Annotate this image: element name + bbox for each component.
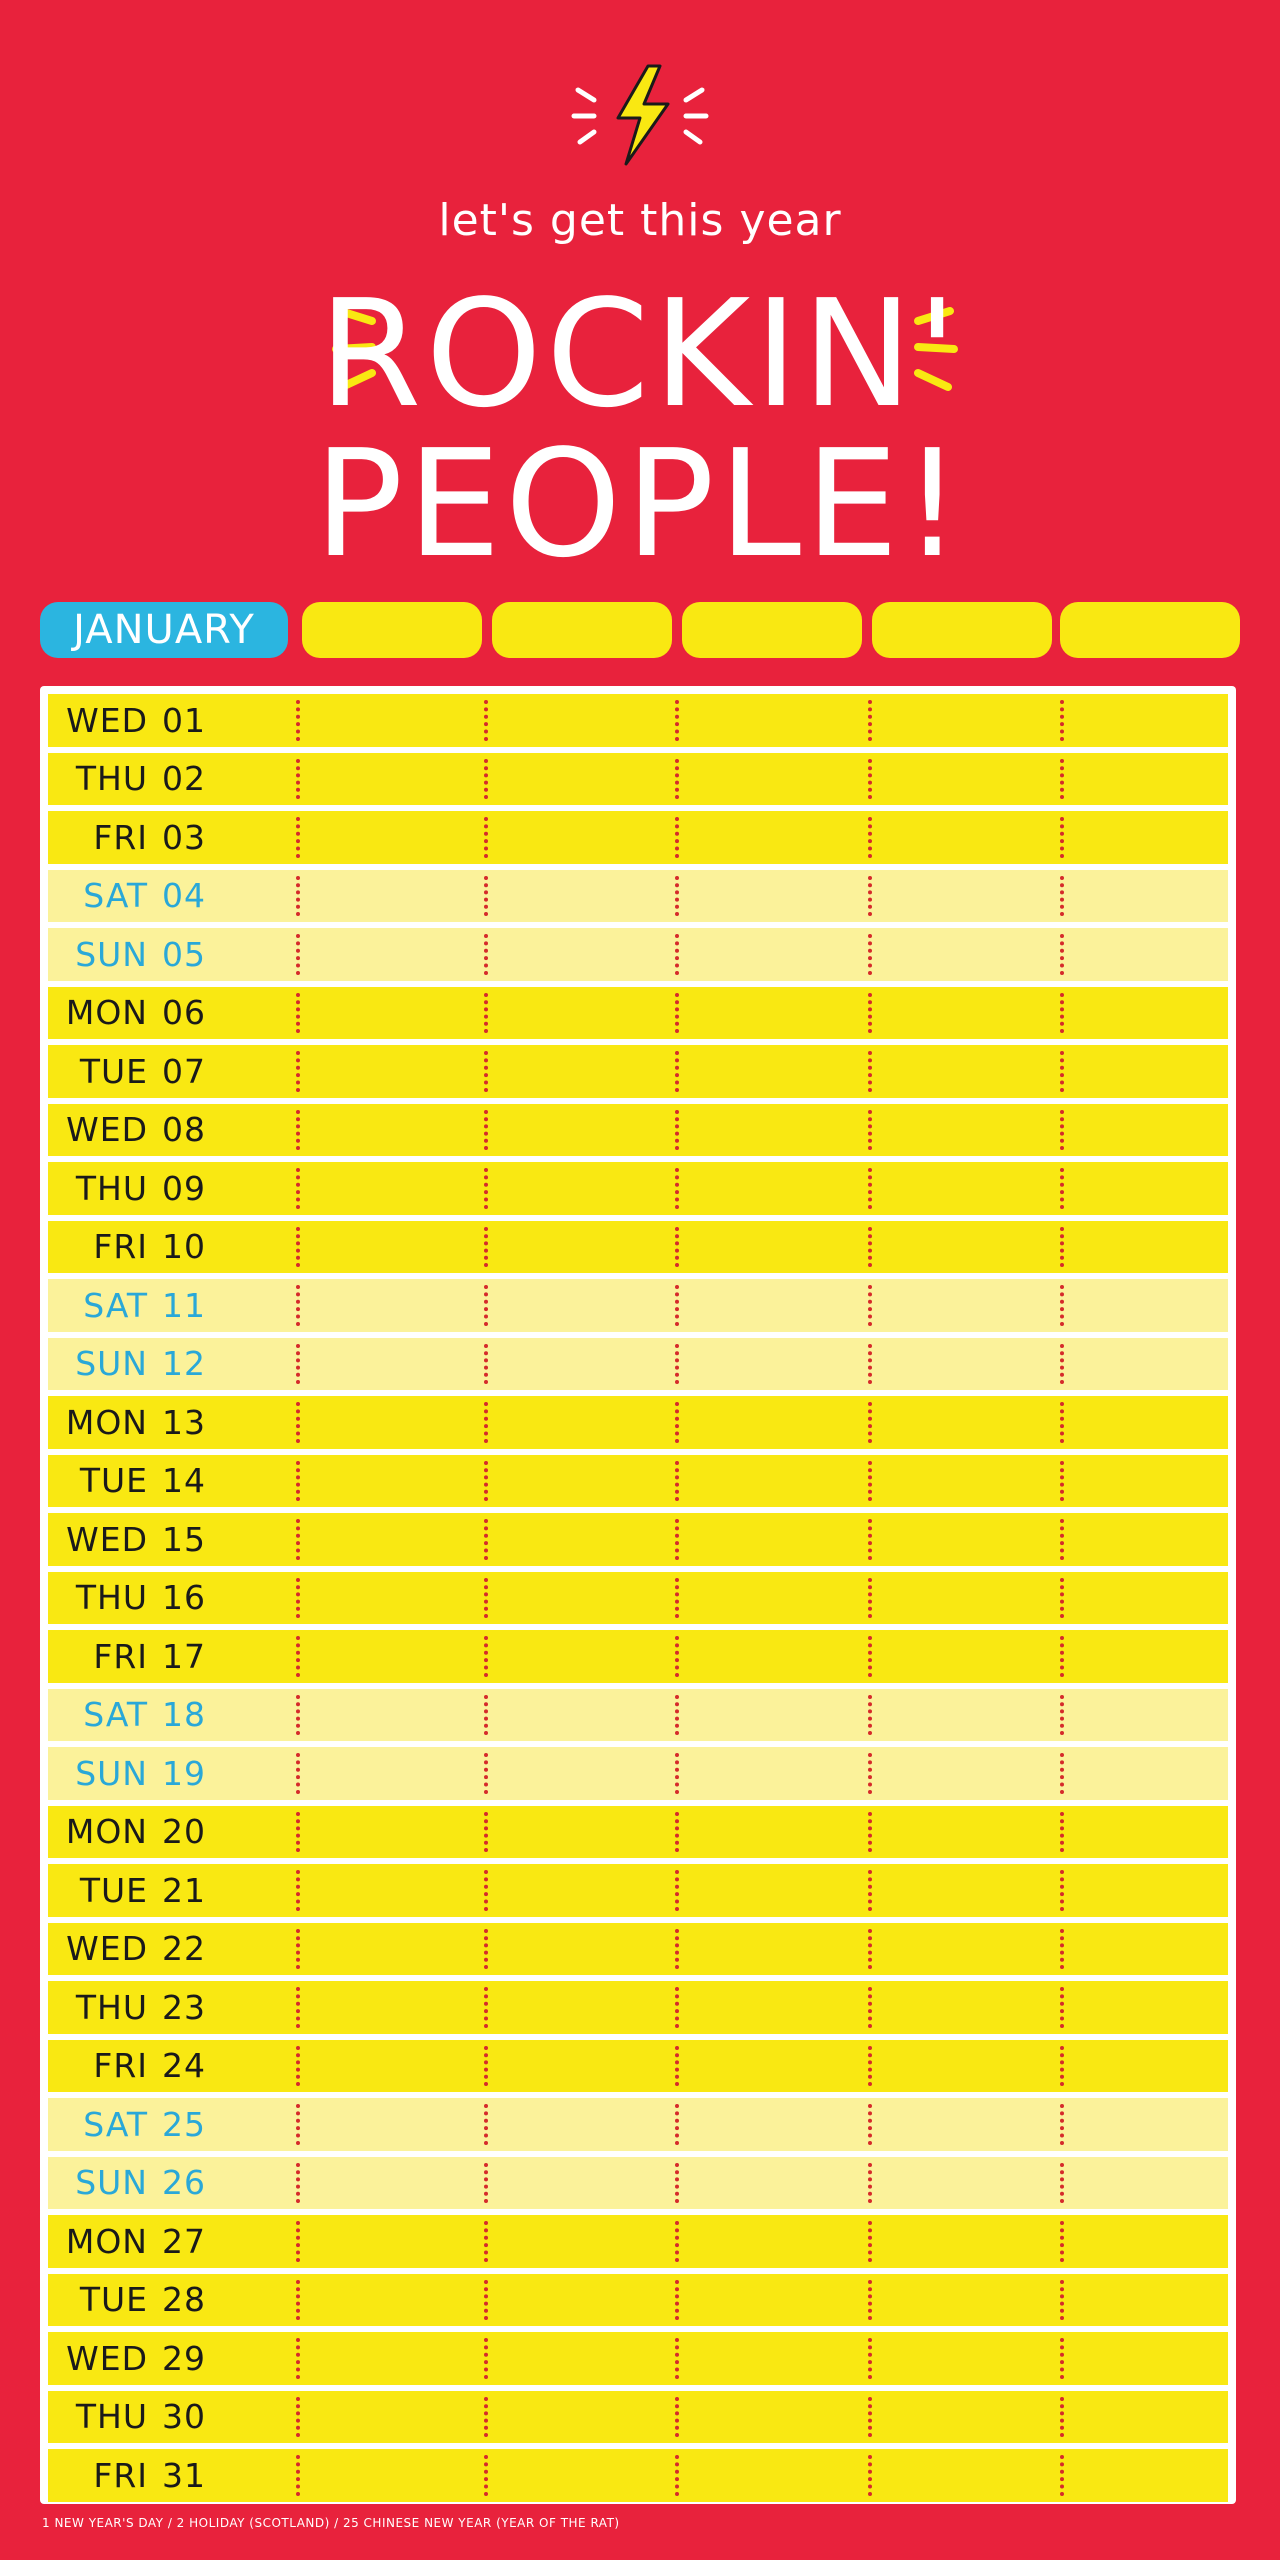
day-row[interactable] [48, 1396, 1228, 1449]
column-divider [1060, 1987, 1064, 2028]
column-divider [675, 1168, 679, 1209]
column-divider [868, 1987, 872, 2028]
date-number: 06 [162, 993, 206, 1033]
date-number: 22 [162, 1929, 206, 1969]
column-divider [868, 1929, 872, 1970]
date-number: 21 [162, 1870, 206, 1910]
day-label [48, 1806, 218, 1859]
day-row[interactable] [48, 1221, 1228, 1274]
column-divider [675, 2163, 679, 2204]
column-divider [868, 1753, 872, 1794]
day-label [48, 811, 218, 864]
column-divider [675, 1578, 679, 1619]
column-divider [1060, 2221, 1064, 2262]
date-number: 29 [162, 2338, 206, 2378]
column-divider [484, 1753, 488, 1794]
column-divider [296, 2163, 300, 2204]
column-divider [1060, 1519, 1064, 1560]
weekday: FRI [93, 2455, 148, 2495]
column-divider [1060, 934, 1064, 975]
column-divider [1060, 1344, 1064, 1385]
day-row[interactable] [48, 1162, 1228, 1215]
column-divider [1060, 1578, 1064, 1619]
day-label [48, 928, 218, 981]
column-divider [484, 1695, 488, 1736]
column-divider [484, 2163, 488, 2204]
tab-month[interactable]: JANUARY [40, 602, 288, 658]
column-divider [1060, 1870, 1064, 1911]
column-divider [484, 700, 488, 741]
weekday: WED [66, 1929, 148, 1969]
weekday: SAT [83, 2104, 148, 2144]
column-divider [296, 2455, 300, 2496]
date-number: 03 [162, 817, 206, 857]
date-number: 23 [162, 1987, 206, 2027]
day-label [48, 1981, 218, 2034]
column-divider [296, 1461, 300, 1502]
day-label [48, 1455, 218, 1508]
column-divider [296, 2046, 300, 2087]
column-divider [675, 1344, 679, 1385]
column-divider [484, 1168, 488, 1209]
column-divider [484, 1461, 488, 1502]
column-divider [868, 1870, 872, 1911]
title-line-2: PEOPLE! [314, 418, 966, 590]
column-divider [868, 1227, 872, 1268]
column-divider [675, 1402, 679, 1443]
column-divider [868, 2280, 872, 2321]
day-row[interactable] [48, 1689, 1228, 1742]
column-divider [296, 1402, 300, 1443]
day-label [48, 1162, 218, 1215]
date-number: 07 [162, 1051, 206, 1091]
weekday: THU [75, 1987, 148, 2027]
column-divider [675, 1110, 679, 1151]
column-divider [1060, 2104, 1064, 2145]
column-divider [1060, 759, 1064, 800]
date-number: 26 [162, 2163, 206, 2203]
day-label [48, 2449, 218, 2502]
column-divider [868, 2338, 872, 2379]
column-divider [868, 1344, 872, 1385]
column-divider [484, 2280, 488, 2321]
day-row[interactable] [48, 811, 1228, 864]
column-divider [484, 1519, 488, 1560]
day-label [48, 1689, 218, 1742]
column-divider [484, 1285, 488, 1326]
date-number: 24 [162, 2046, 206, 2086]
column-divider [868, 2397, 872, 2438]
column-divider [484, 934, 488, 975]
column-divider [296, 1578, 300, 1619]
day-label [48, 870, 218, 923]
column-divider [868, 2046, 872, 2087]
column-divider [296, 1519, 300, 1560]
date-number: 14 [162, 1461, 206, 1501]
column-divider [1060, 1929, 1064, 1970]
column-divider [484, 817, 488, 858]
column-divider [675, 2280, 679, 2321]
day-row[interactable] [48, 2098, 1228, 2151]
weekday: MON [65, 1812, 148, 1852]
column-divider [868, 1461, 872, 1502]
day-label [48, 2040, 218, 2093]
column-divider [296, 2397, 300, 2438]
column-divider [1060, 1227, 1064, 1268]
day-row[interactable] [48, 870, 1228, 923]
column-divider [675, 1636, 679, 1677]
column-divider [1060, 1461, 1064, 1502]
day-row[interactable] [48, 1455, 1228, 1508]
column-divider [868, 2163, 872, 2204]
column-divider [868, 993, 872, 1034]
footnote: 1 NEW YEAR'S DAY / 2 HOLIDAY (SCOTLAND) / 25 CHINESE NEW YEAR (YEAR OF THE RAT) [42, 2516, 620, 2530]
day-label [48, 2215, 218, 2268]
column-divider [868, 2104, 872, 2145]
weekday: TUE [79, 1461, 148, 1501]
day-row[interactable] [48, 1104, 1228, 1157]
column-divider [296, 2104, 300, 2145]
weekday: SAT [83, 1285, 148, 1325]
day-row[interactable] [48, 1747, 1228, 1800]
column-divider [675, 2338, 679, 2379]
column-divider [675, 1051, 679, 1092]
column-divider [675, 876, 679, 917]
column-divider [296, 700, 300, 741]
column-divider [1060, 2455, 1064, 2496]
column-divider [675, 1987, 679, 2028]
day-row[interactable] [48, 2449, 1228, 2502]
column-divider [1060, 1168, 1064, 1209]
date-number: 10 [162, 1227, 206, 1267]
title-line-1: ROCKIN' [318, 268, 962, 440]
column-divider [675, 1519, 679, 1560]
column-divider [296, 1753, 300, 1794]
date-number: 19 [162, 1753, 206, 1793]
column-divider [1060, 876, 1064, 917]
column-divider [1060, 1753, 1064, 1794]
date-number: 12 [162, 1344, 206, 1384]
column-divider [1060, 817, 1064, 858]
weekday: SUN [75, 1344, 148, 1384]
day-row[interactable] [48, 987, 1228, 1040]
date-number: 25 [162, 2104, 206, 2144]
date-number: 18 [162, 1695, 206, 1735]
day-label [48, 694, 218, 747]
day-label [48, 1572, 218, 1625]
column-divider [1060, 1402, 1064, 1443]
column-divider [296, 1285, 300, 1326]
column-divider [484, 2397, 488, 2438]
column-divider [868, 1519, 872, 1560]
day-row[interactable] [48, 2274, 1228, 2327]
weekday: WED [66, 2338, 148, 2378]
column-divider [1060, 2046, 1064, 2087]
column-divider [675, 1461, 679, 1502]
date-number: 13 [162, 1402, 206, 1442]
weekday: TUE [79, 1051, 148, 1091]
column-divider [484, 1578, 488, 1619]
column-divider [868, 1285, 872, 1326]
column-divider [484, 993, 488, 1034]
column-divider [1060, 1636, 1064, 1677]
column-divider [675, 993, 679, 1034]
column-divider [484, 1402, 488, 1443]
tagline: let's get this year [438, 195, 842, 246]
column-divider [484, 2104, 488, 2145]
column-divider [296, 993, 300, 1034]
day-label [48, 1630, 218, 1683]
column-divider [484, 1870, 488, 1911]
column-divider [868, 1578, 872, 1619]
date-number: 08 [162, 1110, 206, 1150]
column-divider [675, 2221, 679, 2262]
column-divider [296, 1812, 300, 1853]
date-number: 09 [162, 1168, 206, 1208]
day-row[interactable] [48, 1806, 1228, 1859]
column-divider [296, 759, 300, 800]
day-label [48, 1396, 218, 1449]
column-divider [296, 1051, 300, 1092]
date-number: 30 [162, 2397, 206, 2437]
column-divider [1060, 700, 1064, 741]
column-divider [296, 817, 300, 858]
column-divider [296, 1168, 300, 1209]
day-row[interactable] [48, 928, 1228, 981]
date-number: 27 [162, 2221, 206, 2261]
column-divider [675, 2046, 679, 2087]
date-number: 02 [162, 759, 206, 799]
tab-person-1[interactable] [302, 602, 482, 658]
weekday: THU [75, 2397, 148, 2437]
column-divider [296, 1870, 300, 1911]
column-divider [296, 2338, 300, 2379]
column-divider [675, 1753, 679, 1794]
column-divider [484, 2046, 488, 2087]
weekday: MON [65, 1402, 148, 1442]
day-row[interactable] [48, 2215, 1228, 2268]
column-divider [484, 2455, 488, 2496]
day-row[interactable] [48, 1630, 1228, 1683]
column-divider [484, 2338, 488, 2379]
column-divider [484, 876, 488, 917]
column-divider [868, 934, 872, 975]
column-divider [868, 817, 872, 858]
column-divider [1060, 1285, 1064, 1326]
column-divider [1060, 1051, 1064, 1092]
column-divider [1060, 1812, 1064, 1853]
column-divider [675, 2397, 679, 2438]
day-label [48, 1864, 218, 1917]
column-divider [1060, 2163, 1064, 2204]
day-label [48, 987, 218, 1040]
column-divider [296, 1695, 300, 1736]
day-row[interactable] [48, 1513, 1228, 1566]
day-row[interactable] [48, 2332, 1228, 2385]
date-number: 31 [162, 2455, 206, 2495]
column-divider [484, 1051, 488, 1092]
date-number: 01 [162, 700, 206, 740]
column-divider [868, 1695, 872, 1736]
day-row[interactable] [48, 1338, 1228, 1391]
column-divider [296, 1227, 300, 1268]
date-number: 15 [162, 1519, 206, 1559]
column-divider [296, 1344, 300, 1385]
weekday: FRI [93, 817, 148, 857]
day-row[interactable] [48, 753, 1228, 806]
day-label [48, 2332, 218, 2385]
column-divider [868, 759, 872, 800]
column-divider [1060, 2280, 1064, 2321]
column-divider [484, 1344, 488, 1385]
day-label [48, 2098, 218, 2151]
column-divider [484, 2221, 488, 2262]
column-divider [675, 759, 679, 800]
weekday: MON [65, 2221, 148, 2261]
column-divider [296, 2280, 300, 2321]
day-row[interactable] [48, 1045, 1228, 1098]
day-label [48, 2157, 218, 2210]
weekday: SAT [83, 876, 148, 916]
column-divider [675, 934, 679, 975]
day-label [48, 1104, 218, 1157]
column-divider [675, 700, 679, 741]
column-divider [868, 1110, 872, 1151]
tab-person-2[interactable] [492, 602, 672, 658]
day-label [48, 1279, 218, 1332]
weekday: MON [65, 993, 148, 1033]
date-number: 16 [162, 1578, 206, 1618]
column-divider [675, 1870, 679, 1911]
column-divider [868, 2455, 872, 2496]
date-number: 05 [162, 934, 206, 974]
column-divider [868, 876, 872, 917]
column-divider [675, 1695, 679, 1736]
column-divider [484, 1812, 488, 1853]
lightning-bolt-icon [560, 60, 720, 170]
weekday: FRI [93, 1227, 148, 1267]
date-number: 28 [162, 2280, 206, 2320]
calendar-grid [40, 686, 1236, 2504]
tab-person-4[interactable] [872, 602, 1052, 658]
column-divider [675, 1227, 679, 1268]
column-divider [868, 2221, 872, 2262]
column-divider [296, 1987, 300, 2028]
column-divider [484, 1636, 488, 1677]
weekday: WED [66, 700, 148, 740]
column-divider [296, 2221, 300, 2262]
weekday: THU [75, 759, 148, 799]
column-divider [296, 934, 300, 975]
column-divider [484, 1987, 488, 2028]
date-number: 20 [162, 1812, 206, 1852]
weekday: FRI [93, 1636, 148, 1676]
column-divider [675, 1929, 679, 1970]
column-divider [1060, 2338, 1064, 2379]
column-divider [296, 1110, 300, 1151]
column-divider [296, 1929, 300, 1970]
day-label [48, 1045, 218, 1098]
column-divider [675, 817, 679, 858]
weekday: SAT [83, 1695, 148, 1735]
column-divider [675, 1812, 679, 1853]
weekday: THU [75, 1578, 148, 1618]
day-row[interactable] [48, 1981, 1228, 2034]
column-divider [484, 1110, 488, 1151]
weekday: WED [66, 1519, 148, 1559]
weekday: SUN [75, 934, 148, 974]
day-row[interactable] [48, 2391, 1228, 2444]
day-label [48, 1513, 218, 1566]
day-label [48, 753, 218, 806]
column-divider [296, 876, 300, 917]
weekday: SUN [75, 1753, 148, 1793]
column-divider [868, 1168, 872, 1209]
date-number: 17 [162, 1636, 206, 1676]
weekday: WED [66, 1110, 148, 1150]
weekday: SUN [75, 2163, 148, 2203]
day-row[interactable] [48, 1864, 1228, 1917]
day-row[interactable] [48, 1923, 1228, 1976]
column-divider [868, 1402, 872, 1443]
day-label [48, 2274, 218, 2327]
weekday: TUE [79, 1870, 148, 1910]
column-divider [484, 1227, 488, 1268]
date-number: 11 [162, 1285, 206, 1325]
weekday: FRI [93, 2046, 148, 2086]
column-divider [675, 2455, 679, 2496]
column-divider [1060, 1695, 1064, 1736]
column-divider [296, 1636, 300, 1677]
date-number: 04 [162, 876, 206, 916]
weekday: THU [75, 1168, 148, 1208]
weekday: TUE [79, 2280, 148, 2320]
day-row[interactable] [48, 1572, 1228, 1625]
column-divider [484, 1929, 488, 1970]
column-divider [868, 700, 872, 741]
column-divider [868, 1051, 872, 1092]
tab-person-3[interactable] [682, 602, 862, 658]
day-label [48, 1338, 218, 1391]
column-divider [484, 759, 488, 800]
person-tabs [40, 602, 1240, 662]
day-label [48, 1221, 218, 1274]
day-row[interactable] [48, 2157, 1228, 2210]
day-label [48, 1747, 218, 1800]
column-divider [675, 1285, 679, 1326]
day-row[interactable] [48, 2040, 1228, 2093]
day-label [48, 2391, 218, 2444]
day-label [48, 1923, 218, 1976]
column-divider [1060, 2397, 1064, 2438]
column-divider [1060, 993, 1064, 1034]
column-divider [1060, 1110, 1064, 1151]
column-divider [675, 2104, 679, 2145]
day-row[interactable] [48, 694, 1228, 747]
day-row[interactable] [48, 1279, 1228, 1332]
column-divider [868, 1636, 872, 1677]
tab-person-5[interactable] [1060, 602, 1240, 658]
column-divider [868, 1812, 872, 1853]
